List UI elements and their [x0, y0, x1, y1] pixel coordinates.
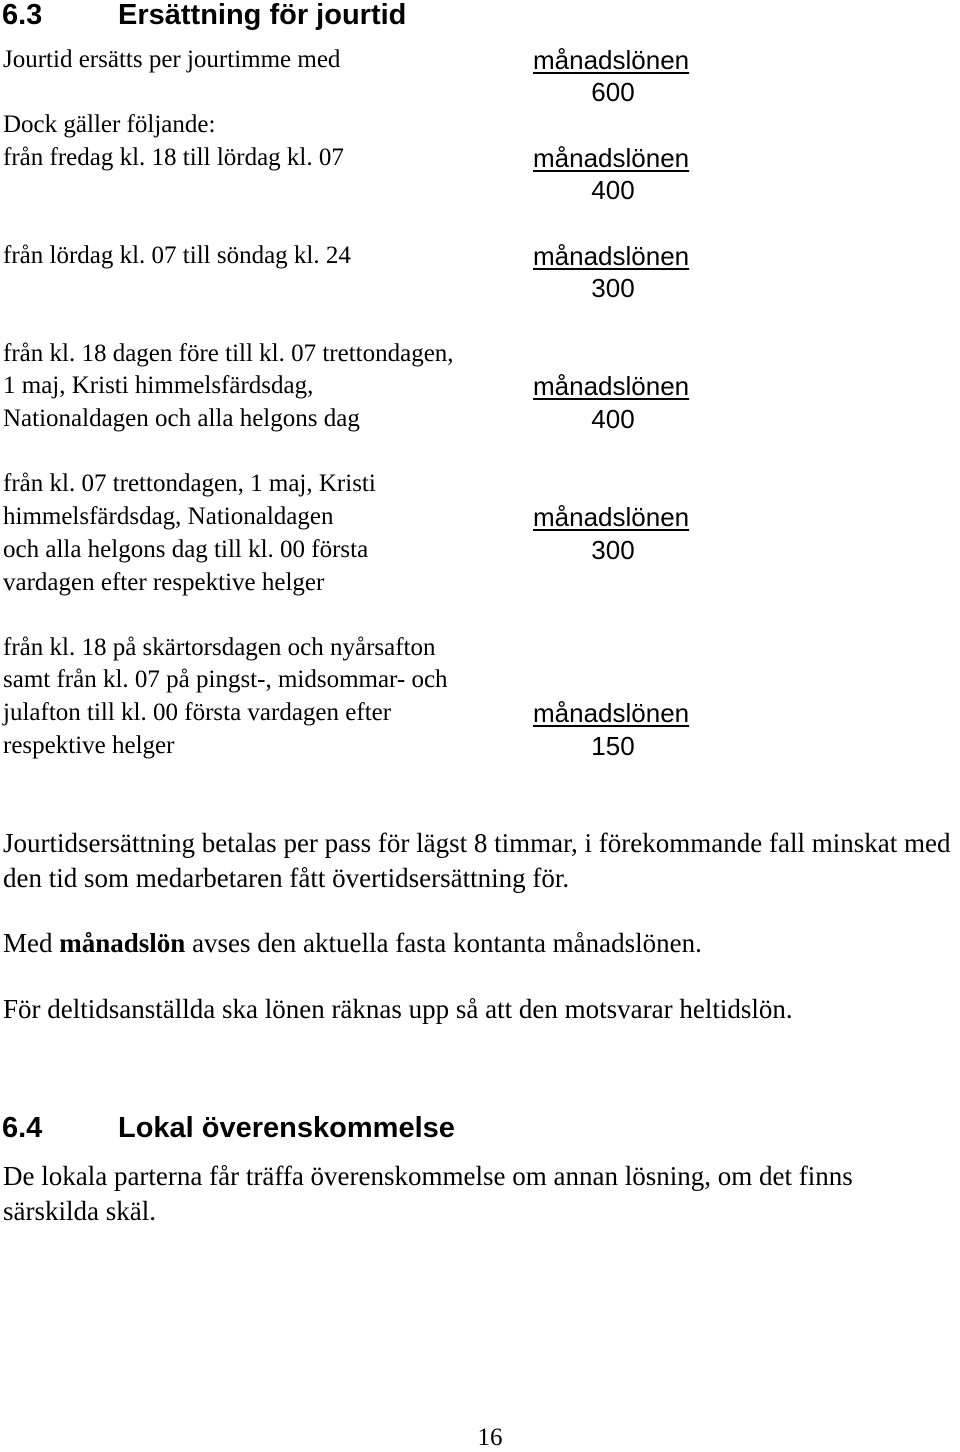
row-3-salary-label: månadslönen — [533, 371, 690, 401]
row-5-line-1: från kl. 18 på skärtorsdagen och nyårsafton — [3, 634, 436, 661]
section-number: 6.3 — [2, 0, 43, 31]
part-time-paragraph: För deltidsanställda ska lönen räknas upp så att den motsvarar heltidslön. — [3, 994, 793, 1024]
exception-intro: Dock gäller följande: — [3, 111, 216, 138]
row-4-salary-divisor: 300 — [591, 535, 635, 565]
row-4-line-1: från kl. 07 trettondagen, 1 maj, Kristi — [3, 470, 376, 497]
row-5-line-4: respektive helger — [3, 732, 175, 759]
row-1-line-1: från fredag kl. 18 till lördag kl. 07 — [3, 144, 344, 171]
page-number: 16 — [477, 1424, 503, 1451]
row-5-line-3: julafton till kl. 00 första vardagen efter — [3, 699, 392, 726]
row-4-line-2: himmelsfärdsdag, Nationaldagen — [3, 503, 334, 530]
row-4-line-4: vardagen efter respektive helger — [3, 569, 325, 596]
definition-prefix: Med — [3, 928, 60, 958]
section-6-4-heading — [2, 1113, 455, 1143]
row-1-salary-label: månadslönen — [533, 143, 690, 173]
row-2-salary-divisor: 300 — [591, 273, 635, 303]
row-4-line-3: och alla helgons dag till kl. 00 första — [3, 536, 369, 563]
salary-definition-paragraph — [3, 926, 953, 961]
section-6-3-heading — [2, 0, 406, 30]
section-title: Ersättning för jourtid — [118, 0, 407, 31]
row-2-line-1: från lördag kl. 07 till söndag kl. 24 — [3, 242, 351, 269]
section-title: Lokal överenskommelse — [118, 1112, 455, 1144]
row-5-salary-divisor: 150 — [591, 731, 635, 761]
row-5-line-2: samt från kl. 07 på pingst-, midsommar- och — [3, 666, 448, 693]
definition-term: månadslön — [59, 928, 186, 958]
minimum-hours-paragraph: Jourtidsersättning betalas per pass för lägst 8 timmar, i förekommande fall minskat med den tid som medarbetaren fått övertidsersättning för. — [3, 828, 951, 893]
row-3-salary-divisor: 400 — [591, 404, 635, 434]
local-agreement-paragraph: De lokala parterna får träffa överenskommelse om annan lösning, om det finns särskilda skäl. — [3, 1161, 853, 1226]
intro-salary-divisor: 600 — [591, 77, 635, 107]
section-number: 6.4 — [2, 1112, 43, 1144]
row-4-salary-label: månadslönen — [533, 502, 690, 532]
definition-rest: avses den aktuella fasta kontanta månadslönen. — [185, 928, 702, 958]
row-2-salary-label: månadslönen — [533, 241, 690, 271]
intro-salary-label: månadslönen — [533, 45, 690, 75]
row-3-line-3: Nationaldagen och alla helgons dag — [3, 405, 360, 432]
row-3-line-2: 1 maj, Kristi himmelsfärdsdag, — [3, 372, 314, 399]
row-3-line-1: från kl. 18 dagen före till kl. 07 trettondagen, — [3, 340, 454, 367]
row-5-salary-label: månadslönen — [533, 698, 690, 728]
intro-text: Jourtid ersätts per jourtimme med — [3, 46, 341, 73]
row-1-salary-divisor: 400 — [591, 175, 635, 205]
